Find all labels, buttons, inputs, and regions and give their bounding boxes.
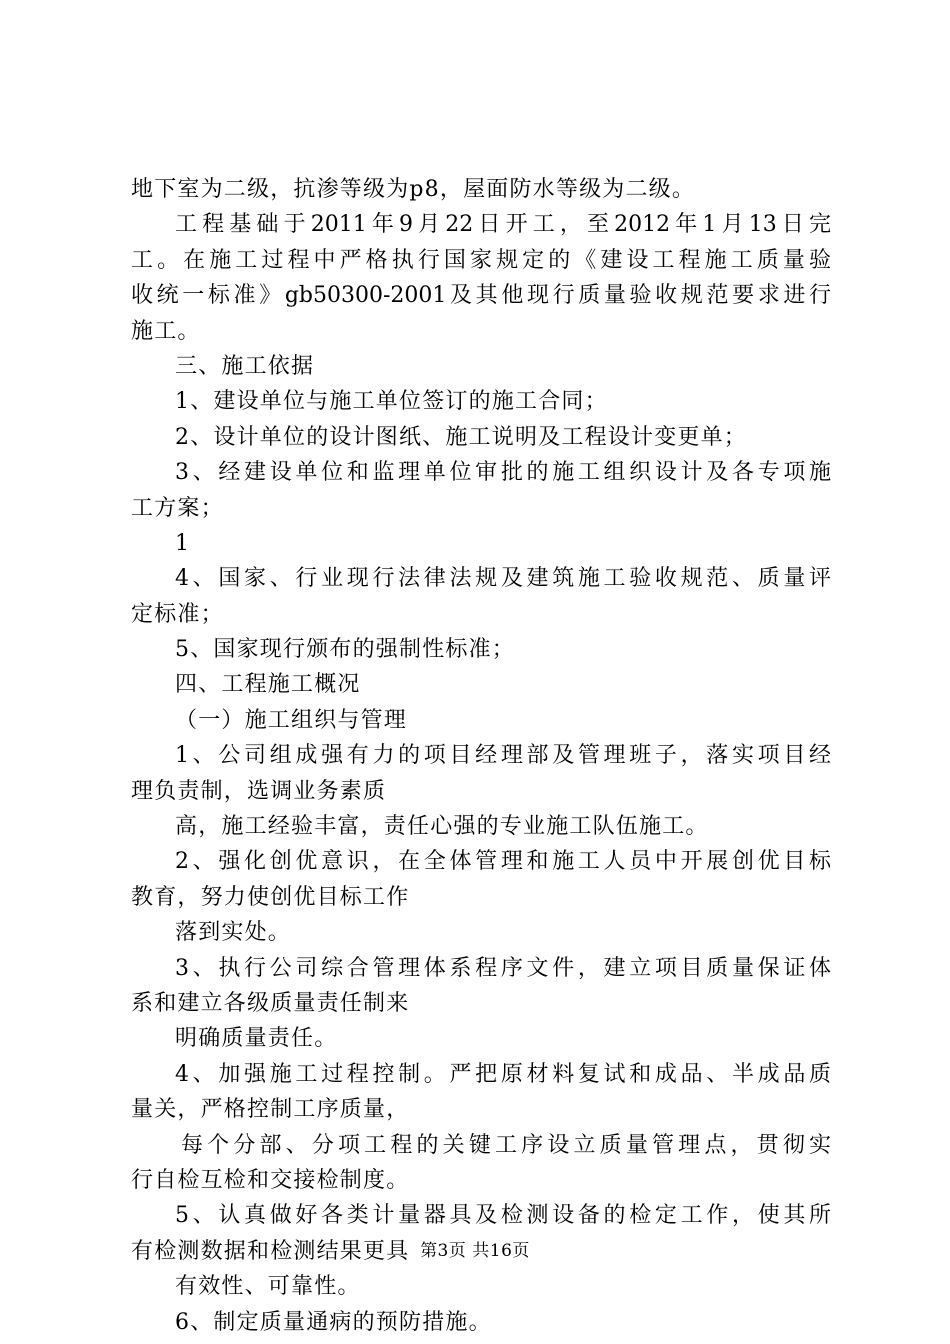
document-body (131, 172, 831, 1340)
text-line: 地下室为二级，抗渗等级为p8，屋面防水等级为二级。 (131, 177, 696, 202)
text-line: 三、施工依据 (175, 353, 315, 379)
text-line: 工程基础于2011年9月22日开工，至2012年1月13日完 (175, 212, 831, 238)
text-line: 工方案； (131, 495, 224, 521)
text-line: 理负责制，选调业务素质 (131, 778, 387, 804)
text-line: 1 (175, 530, 191, 556)
text-line: 高，施工经验丰富，责任心强的专业施工队伍施工。 (175, 814, 709, 840)
text-line: 每个分部、分项工程的关键工序设立质量管理点，贯彻实 (181, 1132, 831, 1158)
text-line: 定标准； (131, 601, 224, 627)
text-line: 四、工程施工概况 (175, 672, 361, 698)
text-line: 落到实处。 (175, 920, 292, 946)
text-line: 5、认真做好各类计量器具及检测设备的检定工作，使其所 (175, 1203, 831, 1229)
text-line: 明确质量责任。 (175, 1026, 338, 1052)
text-line: 施工。 (131, 318, 201, 344)
text-line: 1、建设单位与施工单位签订的施工合同； (175, 389, 608, 415)
text-line: （一）施工组织与管理 (175, 707, 408, 733)
text-line: 有效性、可靠性。 (175, 1274, 361, 1300)
text-line: 系和建立各级质量责任制来 (131, 990, 410, 1016)
text-line: 行自检互检和交接检制度。 (131, 1167, 410, 1193)
text-line: 4、国家、行业现行法律法规及建筑施工验收规范、质量评 (175, 566, 831, 592)
text-line: 5、国家现行颁布的强制性标准； (175, 637, 515, 663)
text-line: 1、公司组成强有力的项目经理部及管理班子，落实项目经 (175, 743, 831, 769)
text-line: 3、执行公司综合管理体系程序文件，建立项目质量保证体 (175, 955, 831, 981)
text-line: 4、加强施工过程控制。严把原材料复试和成品、半成品质 (175, 1061, 831, 1087)
text-line: 2、强化创优意识，在全体管理和施工人员中开展创优目标 (175, 849, 831, 875)
text-line: 3、经建设单位和监理单位审批的施工组织设计及各专项施 (175, 460, 831, 486)
text-line: 6、制定质量通病的预防措施。 (175, 1309, 492, 1335)
text-line: 2、设计单位的设计图纸、施工说明及工程设计变更单； (175, 424, 747, 450)
text-line: 工。在施工过程中严格执行国家规定的《建设工程施工质量验 (131, 247, 831, 273)
text-line: 教育，努力使创优目标工作 (131, 884, 410, 910)
text-line: 量关，严格控制工序质量， (131, 1097, 410, 1123)
text-line: 有检测数据和检测结果更具 (131, 1238, 410, 1264)
page-footer: 第3页 共16页 (420, 1241, 530, 1261)
text-line: 收统一标准》gb50300-2001及其他现行质量验收规范要求进行 (131, 283, 831, 309)
